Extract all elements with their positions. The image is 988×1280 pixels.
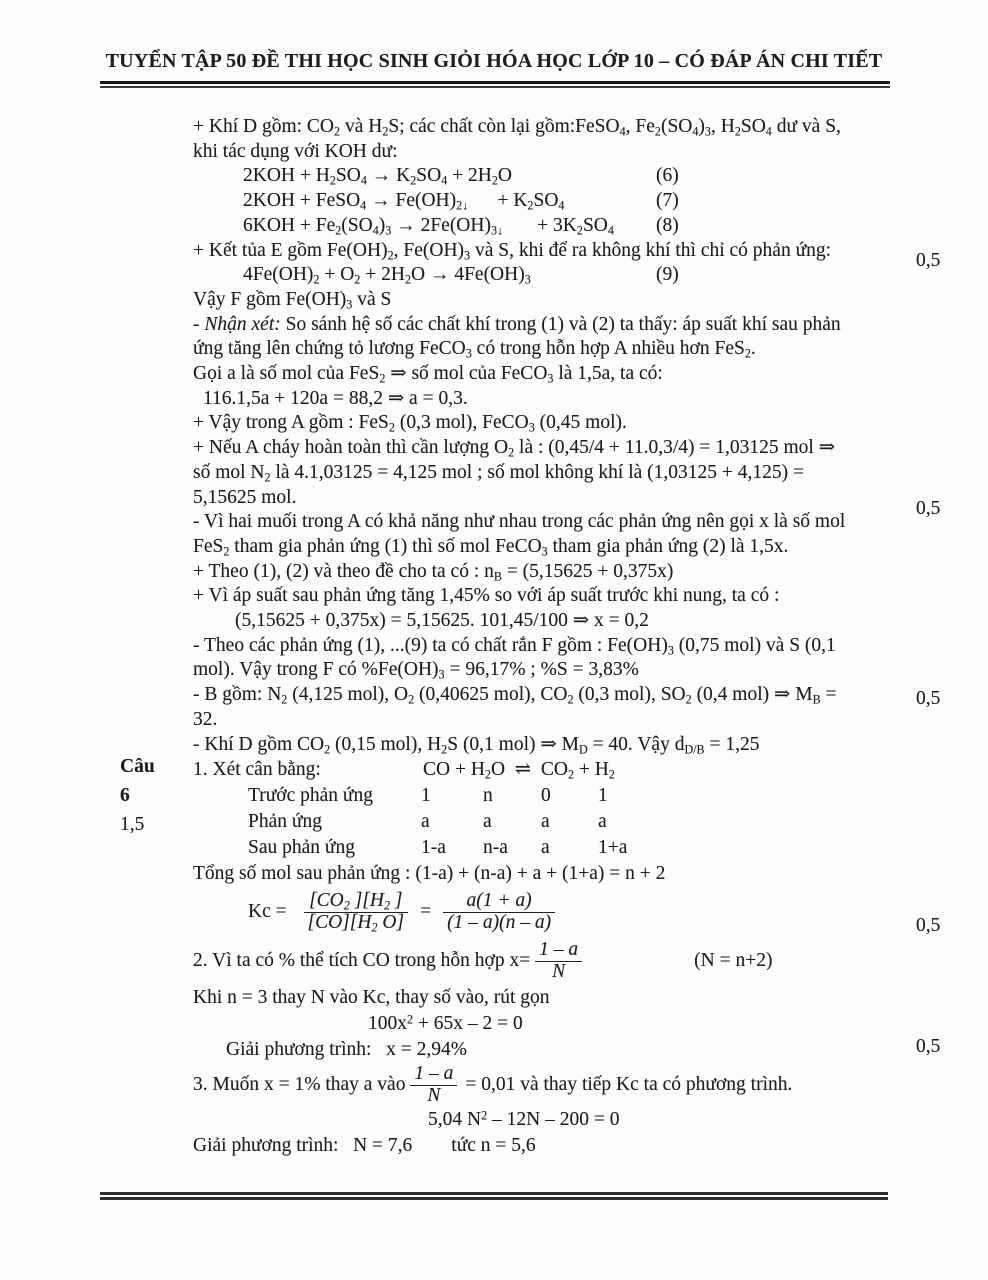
- section-cau5-answer: [193, 115, 919, 757]
- question-label-cau: Câu: [120, 756, 155, 777]
- cell: 0: [541, 785, 551, 807]
- cell: 1: [421, 785, 431, 807]
- part3-fraction: $\frac{1 - a}{N}$: [410, 1064, 457, 1106]
- kc-formula: [193, 887, 919, 937]
- chem-equation-line: [193, 263, 919, 288]
- cell: n-a: [483, 837, 508, 859]
- kc-lhs: Kc =: [248, 901, 292, 923]
- quadratic-equation: $100x^2 + 65x - 2 = 0$: [368, 1012, 523, 1035]
- chem-equation-line: [193, 164, 919, 189]
- equation-number: (8): [656, 214, 679, 236]
- text-line: mol). Vậy trong F có $\%Fe(OH)_3 = 96,17\%$ ; %S = 3,83%: [193, 659, 639, 682]
- text-line: + Khí D gồm: $CO_2$ và $H_2S$; các chất còn lại gồm:FeSO$_4$, $Fe_2(SO_4)_3$, $H_2SO_4$ dư và S,: [193, 116, 841, 139]
- text-line: khi tác dụng với KOH dư:: [193, 140, 398, 162]
- total-mol-line: Tổng số mol sau phản ứng : (1-a) + (n-a) + a + (1+a) = n + 2: [193, 863, 666, 885]
- text-line: Vậy F gồm $Fe(OH)_3$ và S: [193, 288, 392, 312]
- text-line: + Theo (1), (2) và theo đề cho ta có : $n_B = (5,15625 + 0,375x)$: [193, 560, 674, 584]
- reaction-table-row: [193, 835, 919, 861]
- text-line: ứng tăng lên chứng tỏ lương FeCO$_3$ có trong hỗn hợp A nhiều hơn FeS$_2$.: [193, 338, 756, 361]
- question-points: 1,5: [120, 814, 145, 835]
- solve-line: Giải phương trình: N = 7,6 tức n = 5,6: [193, 1135, 536, 1157]
- cell: a: [541, 811, 550, 833]
- score-badge: 0,5: [916, 915, 941, 936]
- text-line: 32.: [193, 708, 218, 730]
- chem-equation-line: [193, 189, 919, 214]
- text-line: - Nhận xét: So sánh hệ số các chất khí trong (1) và (2) ta thấy: áp suất khí sau phản: [193, 313, 841, 335]
- score-badge: 0,5: [916, 498, 941, 519]
- part3-line: [193, 1063, 919, 1107]
- equation-text: $2KOH + H_2SO_4 \to K_2SO_4 + 2H_2O$: [243, 165, 512, 188]
- row-label: Trước phản ứng: [248, 785, 373, 807]
- text-line: FeS$_2$ tham gia phản ứng (1) thì số mol FeCO$_3$ tham gia phản ứng (2) là 1,5x.: [193, 535, 789, 559]
- part3-tail: = 0,01 và thay tiếp Kc ta có phương trình.: [465, 1074, 793, 1096]
- part2-fraction: $\frac{1 - a}{N}$: [535, 940, 582, 982]
- score-badge: 0,5: [916, 1036, 941, 1057]
- text-line: + Nếu A cháy hoàn toàn thì cần lượng $O_2$ là : (0,45/4 + 11.0,3/4) = 1,03125 mol ⇒: [193, 437, 836, 460]
- text-line: Khi n = 3 thay N vào Kc, thay số vào, rút gọn: [193, 987, 550, 1009]
- text-line: + Vậy trong A gồm : FeS$_2$ (0,3 mol), FeCO$_3$ (0,45 mol).: [193, 412, 627, 435]
- part1-label: 1. Xét cân bằng:: [193, 759, 321, 781]
- equation-text: $6KOH + Fe_2(SO_4)_3 \to 2Fe(OH)_{3↓}$ + $3K_2SO_4$: [243, 214, 614, 238]
- chem-equation-line: [193, 214, 919, 239]
- solve-line: Giải phương trình: x = 2,94%: [226, 1039, 467, 1061]
- text-line: 5,15625 mol.: [193, 486, 297, 508]
- part2-text: 2. Vì ta có % thể tích CO trong hỗn hợp x=: [193, 950, 536, 972]
- equilibrium-equation: CO + $H_2O$ ⇌ $CO_2 + H_2$: [423, 759, 615, 782]
- part3-text: 3. Muốn x = 1% thay a vào: [193, 1074, 411, 1096]
- question-number: 6: [120, 785, 130, 806]
- footer-rule: [100, 1192, 888, 1200]
- text-line: - Vì hai muối trong A có khả năng như nhau trong các phản ứng nên gọi x là số mol: [193, 511, 846, 533]
- kc-fraction-1: $\frac{[CO_2 ][H_2 ]}{[CO][H_2 O]}$: [304, 891, 409, 933]
- cell: 1+a: [598, 837, 628, 859]
- part2-note: (N = n+2): [694, 950, 773, 972]
- text-line: - B gồm: $N_2$ (4,125 mol), $O_2$ (0,40625 mol), $CO_2$ (0,3 mol), $SO_2$ (0,4 mol) ⇒ $M_B$ =: [193, 684, 837, 707]
- page-title: TUYỂN TẬP 50 ĐỀ THI HỌC SINH GIỎI HÓA HỌC LỚP 10 – CÓ ĐÁP ÁN CHI TIẾT: [105, 50, 883, 72]
- text-line: + Vì áp suất sau phản ứng tăng 1,45% so với áp suất trước khi nung, ta có :: [193, 585, 780, 607]
- cell: a: [421, 811, 430, 833]
- text-line: - Theo các phản ứng (1), ...(9) ta có chất rắn F gồm : $Fe(OH)_3$ (0,75 mol) và S (0,1: [193, 634, 836, 658]
- text-line: Gọi a là số mol của FeS$_2$ ⇒ số mol của FeCO$_3$ là 1,5a, ta có:: [193, 363, 663, 386]
- cell: a: [483, 811, 492, 833]
- cell: a: [541, 837, 550, 859]
- equation-number: (7): [656, 190, 679, 212]
- text-line: số mol $N_2$ là 4.1,03125 = 4,125 mol ; số mol không khí là (1,03125 + 4,125) =: [193, 461, 805, 485]
- kc-fraction-2: $\frac{a(1 + a)}{(1 - a)(n - a)}$: [443, 891, 555, 933]
- text-line: (5,15625 + 0,375x) = 5,15625. 101,45/100 ⇒ x = 0,2: [235, 610, 649, 632]
- cell: a: [598, 811, 607, 833]
- equation-text: $4Fe(OH)_2 + O_2 + 2H_2O \to 4Fe(OH)_3$: [243, 264, 531, 287]
- reaction-table-row: [193, 783, 919, 809]
- equation-text: 2KOH + FeSO$_4$ → $Fe(OH)_{2↓}$ + $K_2SO_4$: [243, 190, 565, 213]
- quadratic-equation: 5,04 $N^2 - 12N - 200 = 0$: [428, 1108, 620, 1131]
- score-badge: 0,5: [916, 688, 941, 709]
- row-label: Sau phản ứng: [248, 837, 355, 859]
- equation-number: (6): [656, 165, 679, 187]
- cell: 1-a: [421, 837, 446, 859]
- question-label: [120, 752, 190, 839]
- reaction-table-row: [193, 809, 919, 835]
- answer-body: [193, 115, 919, 1159]
- equals-sign: =: [420, 901, 432, 923]
- cell: n: [483, 785, 493, 807]
- equation-number: (9): [656, 264, 679, 286]
- text-line: + Kết tủa E gồm $Fe(OH)_2$, $Fe(OH)_3$ và S, khi để ra không khí thì chỉ có phản ứng:: [193, 239, 832, 262]
- text-line: - Khí D gồm $CO_2$ (0,15 mol), $H_2S$ (0,1 mol) ⇒ $M_D = 40$. Vậy $d_{D/B} = 1,25$: [193, 733, 760, 756]
- header-rule: [100, 81, 890, 88]
- section-cau6-answer: [193, 757, 919, 1159]
- row-label: Phản ứng: [248, 811, 322, 833]
- part2-line: [193, 937, 919, 985]
- text-line: 116.1,5a + 120a = 88,2 ⇒ a = 0,3.: [203, 387, 468, 409]
- score-badge: 0,5: [916, 250, 941, 271]
- cell: 1: [598, 785, 608, 807]
- equilibrium-line: [193, 757, 919, 783]
